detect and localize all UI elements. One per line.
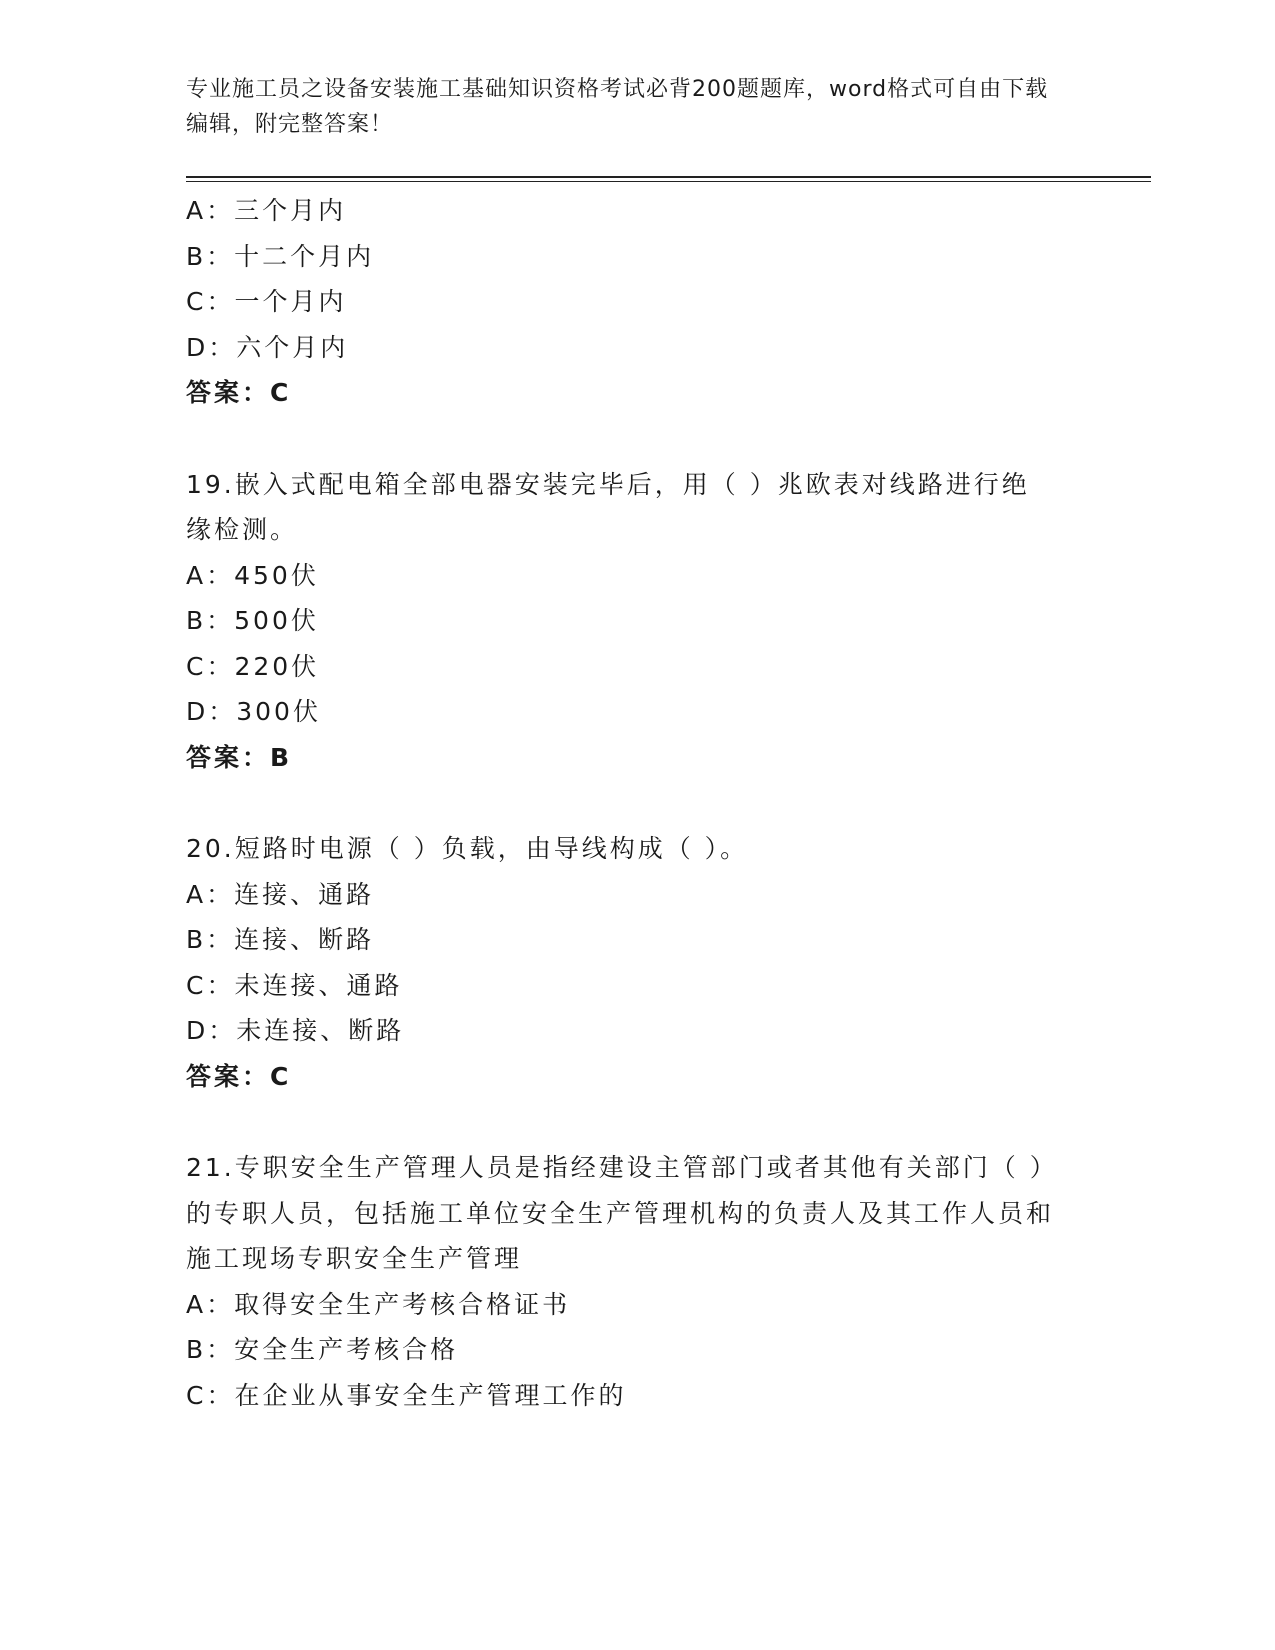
option-b: B：安全生产考核合格 — [186, 1335, 459, 1364]
block-spacer — [186, 780, 1066, 826]
block-spacer — [186, 1099, 1066, 1145]
question-block-21 — [186, 1145, 1066, 1418]
option-b: B：十二个月内 — [186, 241, 375, 271]
block-spacer — [186, 416, 1066, 462]
question-block-18 — [186, 188, 1066, 416]
option-c: C：在企业从事安全生产管理工作的 — [186, 1380, 627, 1410]
question-block-19 — [186, 462, 1066, 781]
option-d: D：未连接、断路 — [186, 1016, 405, 1045]
option-a: A：取得安全生产考核合格证书 — [186, 1289, 571, 1319]
option-c: C：一个月内 — [186, 287, 347, 316]
question-block-20 — [186, 826, 1066, 1099]
question-text: 21.专职安全生产管理人员是指经建设主管部门或者其他有关部门（ ）的专职人员，包括施工单位安全生产管理机构的负责人及其工作人员和施工现场专职安全生产管理 — [186, 1153, 1055, 1273]
option-c: C：未连接、通路 — [186, 970, 403, 1000]
question-list — [186, 188, 1066, 1418]
question-text: 19.嵌入式配电箱全部电器安装完毕后，用（ ）兆欧表对线路进行绝缘检测。 — [186, 469, 1030, 544]
option-d: D：六个月内 — [186, 332, 349, 362]
option-b: B：连接、断路 — [186, 925, 375, 954]
header-divider-thick — [186, 176, 1151, 178]
option-a: A：连接、通路 — [186, 879, 375, 909]
option-b: B：500伏 — [186, 606, 319, 635]
answer-line: 答案：C — [186, 1061, 292, 1091]
document-header: 专业施工员之设备安装施工基础知识资格考试必背200题题库，word格式可自由下载编辑，附完整答案！ — [186, 77, 1049, 137]
header-divider-thin — [186, 181, 1151, 182]
option-d: D：300伏 — [186, 697, 321, 726]
option-a: A：450伏 — [186, 560, 319, 590]
option-a: A：三个月内 — [186, 196, 347, 225]
question-text: 20.短路时电源（ ）负载，由导线构成（ ）。 — [186, 834, 749, 863]
answer-line: 答案：B — [186, 742, 293, 772]
option-c: C：220伏 — [186, 651, 320, 681]
answer-line: 答案：C — [186, 378, 292, 407]
